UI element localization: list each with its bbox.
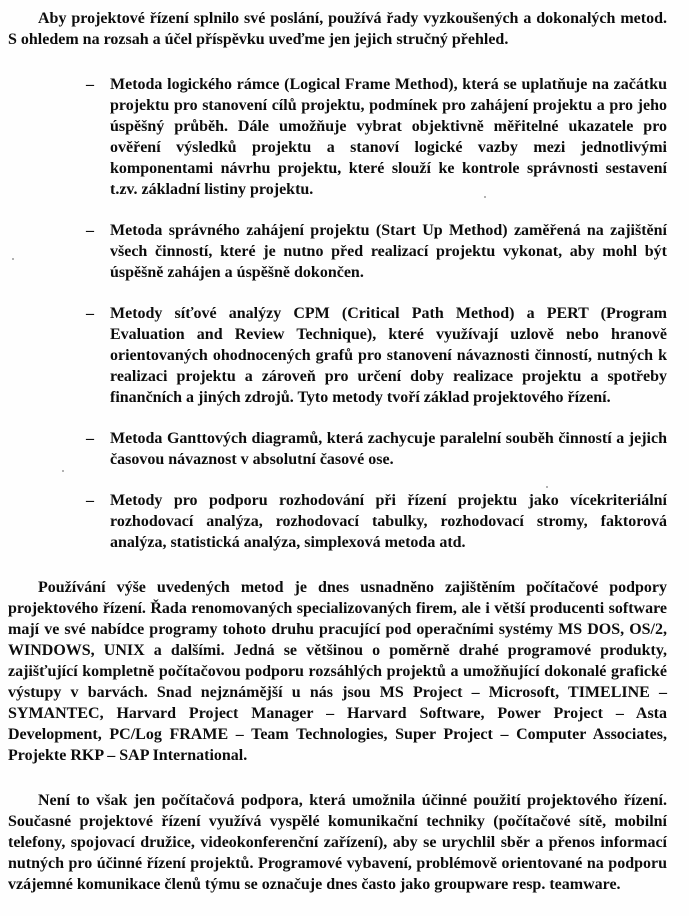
bullet-dash-icon: –: [86, 492, 94, 509]
scan-noise-speck: [62, 470, 64, 472]
method-list: [8, 74, 667, 553]
bullet-dash-icon: –: [86, 222, 94, 239]
bullet-dash-icon: –: [86, 76, 94, 93]
scan-noise-speck: [484, 196, 486, 198]
bullet-dash-icon: –: [86, 430, 94, 447]
list-item-cpm-pert: [86, 303, 667, 408]
list-item-text: Metoda logického rámce (Logical Frame Method), která se uplatňuje na začátku projektu pro stanovení cílů projektu, podmínek pro zahájení projektu a pro jeho úspěšný průběh. Dále umožňuje vybrat objektivně měřitelné ukazatele pro ověření výsledků projektu a stanoví logické vazby mezi jednotlivými komponentami návrhu projektu, které slouží ke kontrole správnosti sestavení t.zv. základní listiny projektu.: [110, 76, 667, 198]
list-item-gantt: [86, 428, 667, 470]
list-item-start-up: [86, 220, 667, 283]
list-item-decision-support: [86, 490, 667, 553]
scan-noise-speck: [546, 486, 548, 488]
bullet-dash-icon: –: [86, 305, 94, 322]
software-support-paragraph: Používání výše uvedených metod je dnes usnadněno zajištěním počítačové podpory projektového řízení. Řada renomovaných specializovaných firem, ale i větší producenti software mají ve své nabídce programy tohoto druhu pracující pod operačními systémy MS DOS, OS/2, WINDOWS, UNIX a dalšími. Jedná se většinou o poměrně drahé programové produkty, zajišťující kompletně počítačovou podporu rozsáhlých projektů a umožňující dokonalé grafické výstupy v barvách. Snad nejznámější u nás jsou MS Project – Microsoft, TIMELINE – SYMANTEC, Harvard Project Manager – Harvard Software, Power Project – Asta Development, PC/Log FRAME – Team Technologies, Super Project – Computer Associates, Projekte RKP – SAP International.: [8, 579, 667, 764]
list-item-text: Metoda Ganttových diagramů, která zachycuje paralelní souběh činností a jejich časovou návaznost v absolutní časové ose.: [110, 430, 667, 468]
list-item-text: Metody pro podporu rozhodování při řízení projektu jako vícekriteriální rozhodovací analýza, rozhodovací tabulky, rozhodovací stromy, faktorová analýza, statistická analýza, simplexová metoda atd.: [110, 492, 667, 551]
intro-paragraph: Aby projektové řízení splnilo své poslání, používá řady vyzkoušených a dokonalých metod. S ohledem na rozsah a účel příspěvku uveďme jen jejich stručný přehled.: [8, 10, 667, 48]
communication-paragraph: Není to však jen počítačová podpora, která umožnila účinné použití projektového řízení. Současné projektové řízení využívá vyspělé komunikační techniky (počítačové sítě, mobilní telefony, spojovací družice, videokonferenční zařízení), aby se urychlil sběr a přenos informací nutných pro účinné řízení projektů. Programové vybavení, problémově orientované na podporu vzájemné komunikace členů týmu se označuje dnes často jako groupware resp. teamware.: [8, 792, 667, 893]
list-item-logical-frame: [86, 74, 667, 200]
scan-noise-speck: [12, 258, 14, 260]
list-item-text: Metoda správného zahájení projektu (Start Up Method) zaměřená na zajištění všech činností, které je nutno před realizací projektu vykonat, aby mohl být úspěšně zahájen a úspěšně dokončen.: [110, 222, 667, 281]
list-item-text: Metody síťové analýzy CPM (Critical Path Method) a PERT (Program Evaluation and Review Technique), které využívají uzlově nebo hranově orientovaných ohodnocených grafů pro stanovení návaznosti činností, nutných k realizaci projektu a zároveň pro určení doby realizace projektu a spotřeby finančních a jiných zdrojů. Tyto metody tvoří základ projektového řízení.: [110, 305, 667, 406]
